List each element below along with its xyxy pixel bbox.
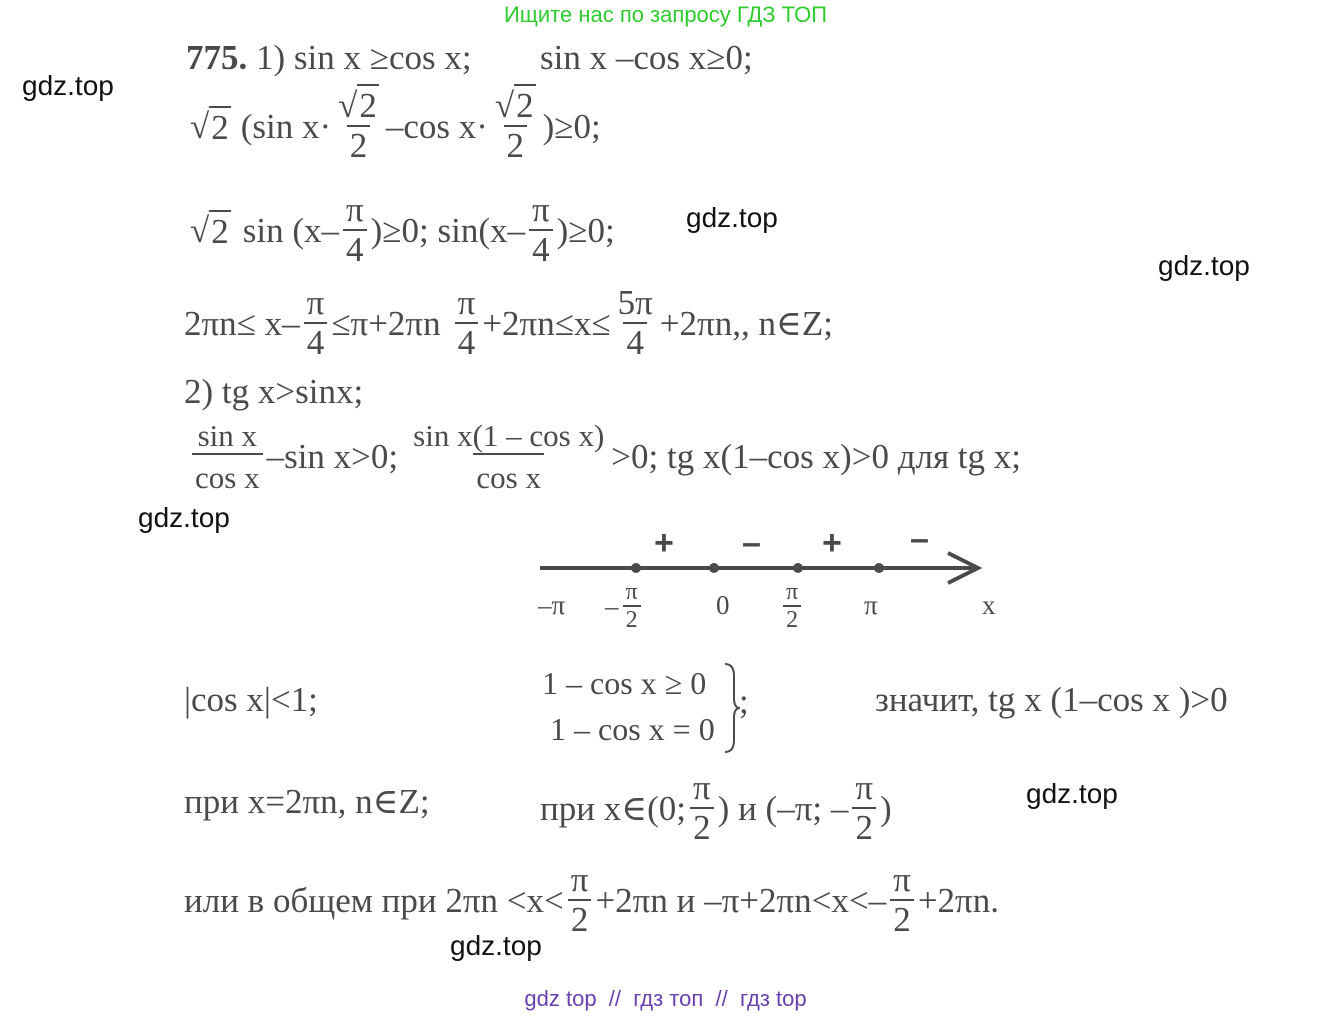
line-9-text-3: ) и (–π; – <box>717 788 849 828</box>
fraction <box>192 420 263 495</box>
watermark: gdz.top <box>1158 250 1250 281</box>
axis-label-pi: π <box>864 590 878 620</box>
sqrt-radicand: 2 <box>211 107 229 147</box>
line-1 <box>186 38 472 78</box>
fraction-numerator: sin x <box>197 418 257 453</box>
axis-label-neg-pi-half <box>605 580 645 634</box>
conclusion: значит, tg x (1–cos x )>0 <box>875 680 1228 719</box>
part-2-title: 2) tg x>sinx; <box>184 372 364 411</box>
fraction-numerator: π <box>625 579 638 605</box>
line-4-text-4: +2πn,, n∈Z; <box>659 303 833 343</box>
system-semicolon: ; <box>739 682 749 721</box>
fraction-denominator: 2 <box>783 605 801 633</box>
fraction <box>529 192 553 269</box>
fraction-numerator: π <box>786 579 799 605</box>
line-1-part-b: sin x –cos x≥0; <box>540 38 753 77</box>
fraction-denominator: 4 <box>529 229 553 270</box>
line-9-text-2: при x∈(0; <box>540 788 686 828</box>
fraction-denominator: 4 <box>343 229 367 270</box>
line-4 <box>184 285 833 362</box>
fraction-denominator: 2 <box>504 125 528 166</box>
watermark: gdz.top <box>1026 778 1118 809</box>
axis-label-x: x <box>982 590 996 620</box>
fraction-numerator: π <box>893 860 911 899</box>
fraction-numerator: π <box>457 283 476 322</box>
fraction-numerator: π <box>855 768 874 807</box>
axis-point <box>874 563 884 573</box>
axis-point <box>709 563 719 573</box>
watermark: gdz.top <box>686 202 778 233</box>
fraction-numerator: π <box>306 283 325 322</box>
fraction-denominator: 2 <box>623 605 641 633</box>
problem-number: 775. <box>186 38 248 77</box>
axis-point <box>793 563 803 573</box>
line-10 <box>184 862 999 939</box>
line-9-part-2 <box>540 770 892 847</box>
line-6-text-1: –sin x>0; <box>266 437 399 477</box>
sqrt-symbol: √ <box>494 86 515 125</box>
sign-chart-number-line <box>530 525 1010 645</box>
cos-inequality: |cos x|<1; <box>184 680 318 719</box>
line-6-text-2: >0; tg x(1–cos x)>0 для tg x; <box>611 437 1022 477</box>
system-line-2: 1 – cos x = 0 <box>550 711 715 748</box>
line-2-text-2: –cos x· <box>385 106 488 146</box>
watermark: gdz.top <box>450 930 542 961</box>
axis-label-pi-half <box>779 580 805 634</box>
line-3 <box>190 192 615 269</box>
line-3-text-1: sin (x– <box>242 210 339 250</box>
line-2-text-3: )≥0; <box>542 106 601 146</box>
fraction <box>410 420 607 495</box>
fraction-denominator: 2 <box>347 125 371 166</box>
interval-sign: + <box>654 524 674 562</box>
fraction-numerator: π <box>693 768 711 807</box>
fraction-denominator: 2 <box>690 807 714 848</box>
line-9-text-4: ) <box>880 788 892 828</box>
fraction-denominator: 4 <box>455 322 479 363</box>
line-2 <box>190 88 601 165</box>
fraction <box>304 285 328 362</box>
fraction-numerator: π <box>531 190 550 229</box>
fraction <box>852 770 876 847</box>
axis-point <box>631 563 641 573</box>
system-of-conditions <box>542 660 715 753</box>
sqrt-radicand: 2 <box>516 86 534 125</box>
line-10-text-3: +2πn. <box>917 880 999 920</box>
line-9-part-1: при x=2πn, n∈Z; <box>184 782 430 821</box>
fraction <box>335 88 382 165</box>
minus-sign: – <box>605 591 619 622</box>
fraction <box>690 770 714 847</box>
sqrt-radicand: 2 <box>211 211 229 251</box>
line-4-text-3: +2πn≤x≤ <box>482 303 611 343</box>
top-banner: Ищите нас по запросу ГДЗ ТОП <box>503 2 828 27</box>
interval-sign: – <box>742 524 761 562</box>
fraction-denominator: cos x <box>473 453 544 495</box>
fraction <box>343 192 367 269</box>
fraction-denominator: 4 <box>623 322 647 363</box>
fraction-denominator: 4 <box>304 322 328 363</box>
fraction-denominator: cos x <box>192 453 263 495</box>
fraction <box>492 88 539 165</box>
fraction <box>623 580 641 634</box>
footer-links: gdz top // гдз топ // гдз top <box>524 986 807 1011</box>
fraction <box>783 580 801 634</box>
watermark: gdz.top <box>22 70 114 101</box>
sqrt-radicand: 2 <box>359 86 377 125</box>
line-4-text-1: 2πn≤ x– <box>184 303 300 343</box>
line-3-text-2: )≥0; sin(x– <box>370 210 525 250</box>
watermark: gdz.top <box>138 502 230 533</box>
fraction <box>455 285 479 362</box>
line-6 <box>188 420 1021 495</box>
line-10-text-2: +2πn и –π+2πn<x<– <box>595 880 887 920</box>
fraction-numerator: sin x(1 – cos x) <box>413 418 605 453</box>
fraction-denominator: 2 <box>890 899 914 940</box>
fraction <box>568 862 592 939</box>
fraction <box>890 862 914 939</box>
interval-sign: – <box>910 520 929 558</box>
sqrt-symbol: √ <box>190 210 210 250</box>
fraction-numerator: π <box>570 860 589 899</box>
sqrt-symbol: √ <box>190 106 210 146</box>
fraction <box>615 285 656 362</box>
line-4-text-2: ≤π+2πn <box>331 303 441 343</box>
line-1-part-a: 1) sin x ≥cos x; <box>256 38 472 77</box>
line-10-text-1: или в общем при 2πn <x< <box>184 880 564 920</box>
fraction-numerator: 5π <box>617 283 653 322</box>
line-3-text-3: )≥0; <box>556 210 615 250</box>
system-line-1: 1 – cos x ≥ 0 <box>542 665 707 701</box>
line-2-text-1: (sin x· <box>240 106 332 146</box>
axis-label-neg-pi: –π <box>538 590 566 620</box>
fraction-denominator: 2 <box>568 899 592 940</box>
fraction-numerator: π <box>345 190 364 229</box>
axis-label-zero: 0 <box>716 590 730 620</box>
sqrt-symbol: √ <box>338 86 358 125</box>
interval-sign: + <box>822 524 842 562</box>
fraction-denominator: 2 <box>852 807 876 848</box>
